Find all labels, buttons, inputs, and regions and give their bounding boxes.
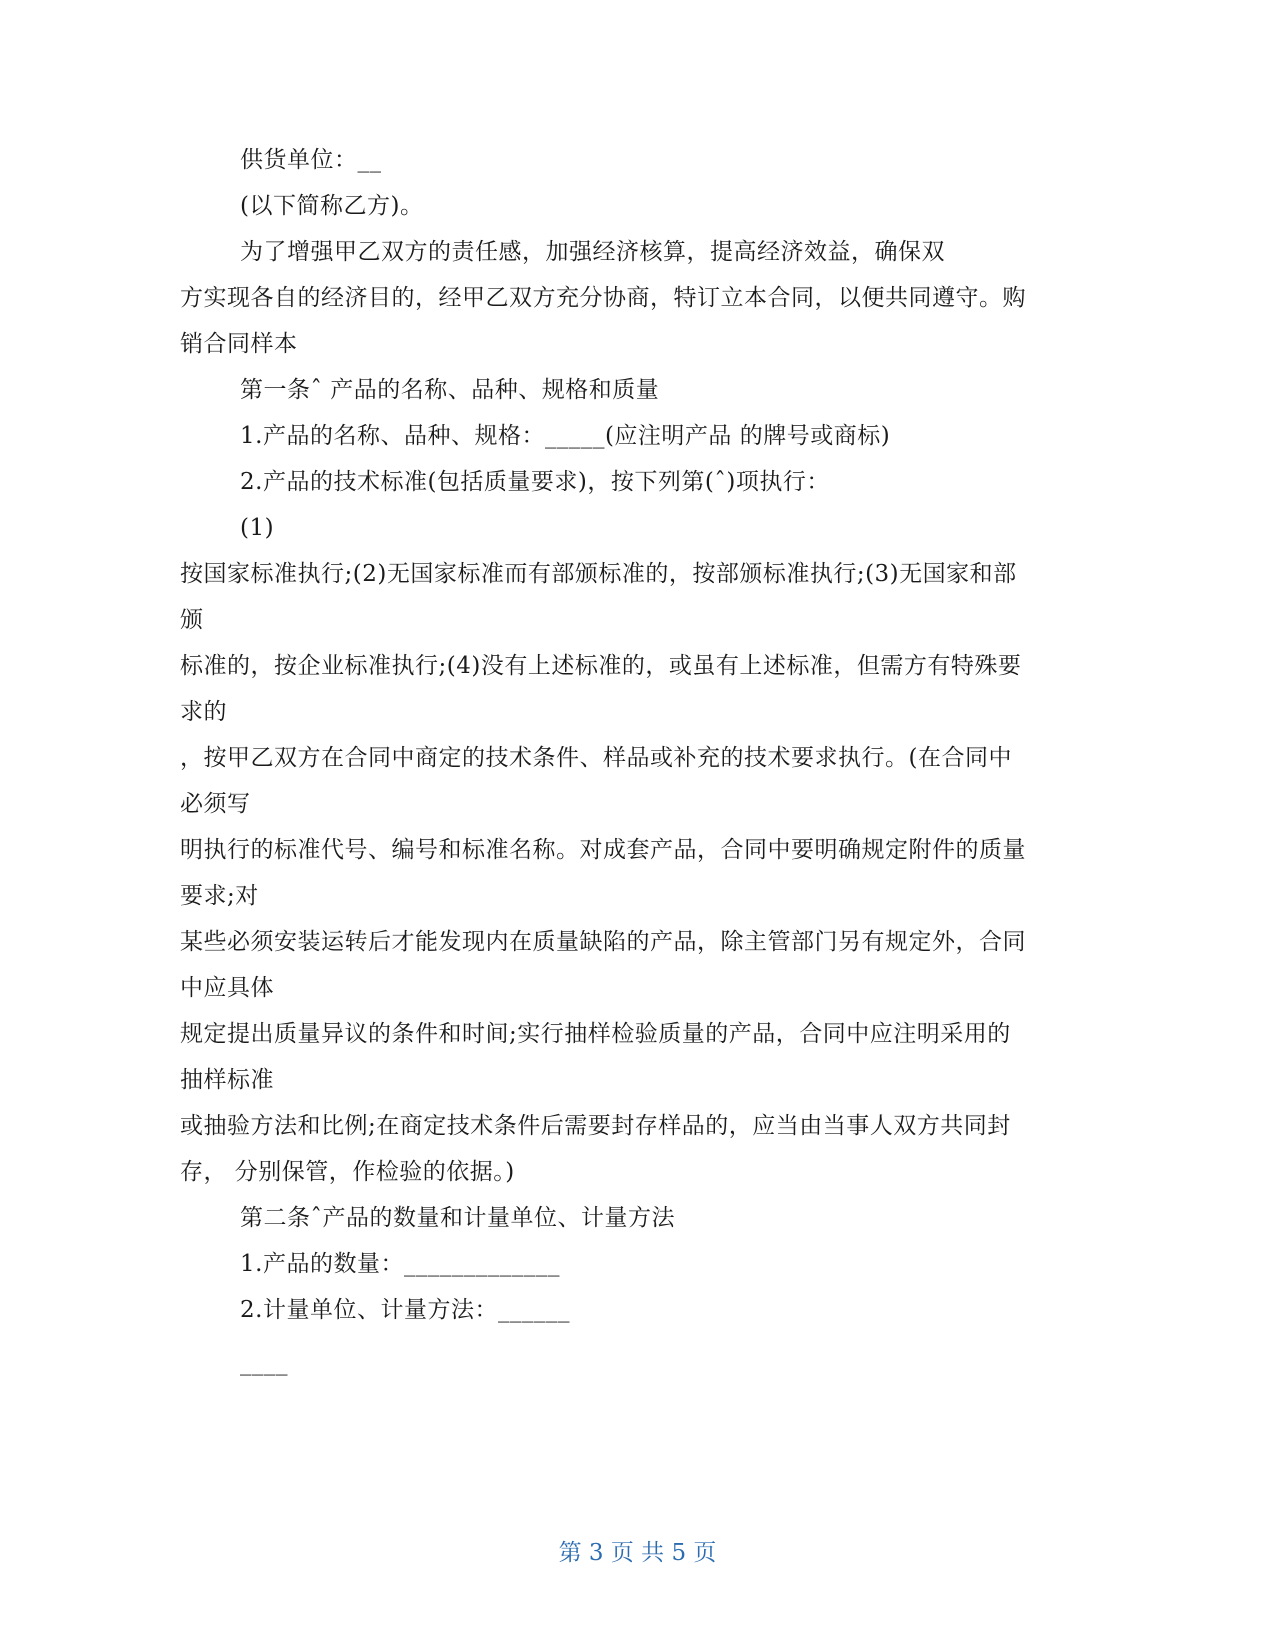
standards-line-9: 某些必须安装运转后才能发现内在质量缺陷的产品，除主管部门另有规定外，合同	[180, 929, 1026, 955]
article-2-item-1: 1.产品的数量：_____________	[240, 1251, 560, 1277]
intro-line-2: 方实现各自的经济目的，经甲乙双方充分协商，特订立本合同，以便共同遵守。购	[180, 285, 1026, 311]
intro-line-3: 销合同样本	[180, 331, 298, 357]
standards-line-5: ，按甲乙双方在合同中商定的技术条件、样品或补充的技术要求执行。(在合同中	[180, 745, 1012, 771]
standards-line-11: 规定提出质量异议的条件和时间;实行抽样检验质量的产品，合同中应注明采用的	[180, 1021, 1011, 1047]
standards-line-7: 明执行的标准代号、编号和标准名称。对成套产品，合同中要明确规定附件的质量	[180, 837, 1026, 863]
standards-line-4: 求的	[180, 699, 227, 725]
standards-line-6: 必须写	[180, 791, 251, 817]
standards-line-13: 或抽验方法和比例;在商定技术条件后需要封存样品的，应当由当事人双方共同封	[180, 1113, 1011, 1139]
article-1-item-1: 1.产品的名称、品种、规格：_____(应注明产品 的牌号或商标)	[240, 423, 891, 449]
standards-line-10: 中应具体	[180, 975, 274, 1001]
standards-line-8: 要求;对	[180, 883, 259, 909]
standards-line-12: 抽样标准	[180, 1067, 274, 1093]
page-number-footer: 第 3 页 共 5 页	[558, 1540, 717, 1566]
standards-line-1: 按国家标准执行;(2)无国家标准而有部颁标准的，按部颁标准执行;(3)无国家和部	[180, 561, 1017, 587]
article-1-heading: 第一条ˆ 产品的名称、品种、规格和质量	[240, 377, 660, 403]
standard-option-1: (1)	[240, 515, 275, 541]
supplier-line: 供货单位：__	[240, 147, 382, 173]
blank-underline: ____	[240, 1350, 288, 1376]
standards-line-3: 标准的，按企业标准执行;(4)没有上述标准的，或虽有上述标准，但需方有特殊要	[180, 653, 1022, 679]
party-b-note: (以下简称乙方)。	[240, 193, 424, 219]
intro-line-1: 为了增强甲乙双方的责任感，加强经济核算，提高经济效益，确保双	[240, 239, 945, 265]
article-2-item-2: 2.计量单位、计量方法：______	[240, 1297, 570, 1323]
standards-line-14: 存， 分别保管，作检验的依据。)	[180, 1159, 515, 1185]
article-1-item-2: 2.产品的技术标准(包括质量要求)，按下列第(ˆ)项执行：	[240, 469, 830, 495]
article-2-heading: 第二条ˆ产品的数量和计量单位、计量方法	[240, 1205, 675, 1231]
standards-line-2: 颁	[180, 607, 204, 633]
